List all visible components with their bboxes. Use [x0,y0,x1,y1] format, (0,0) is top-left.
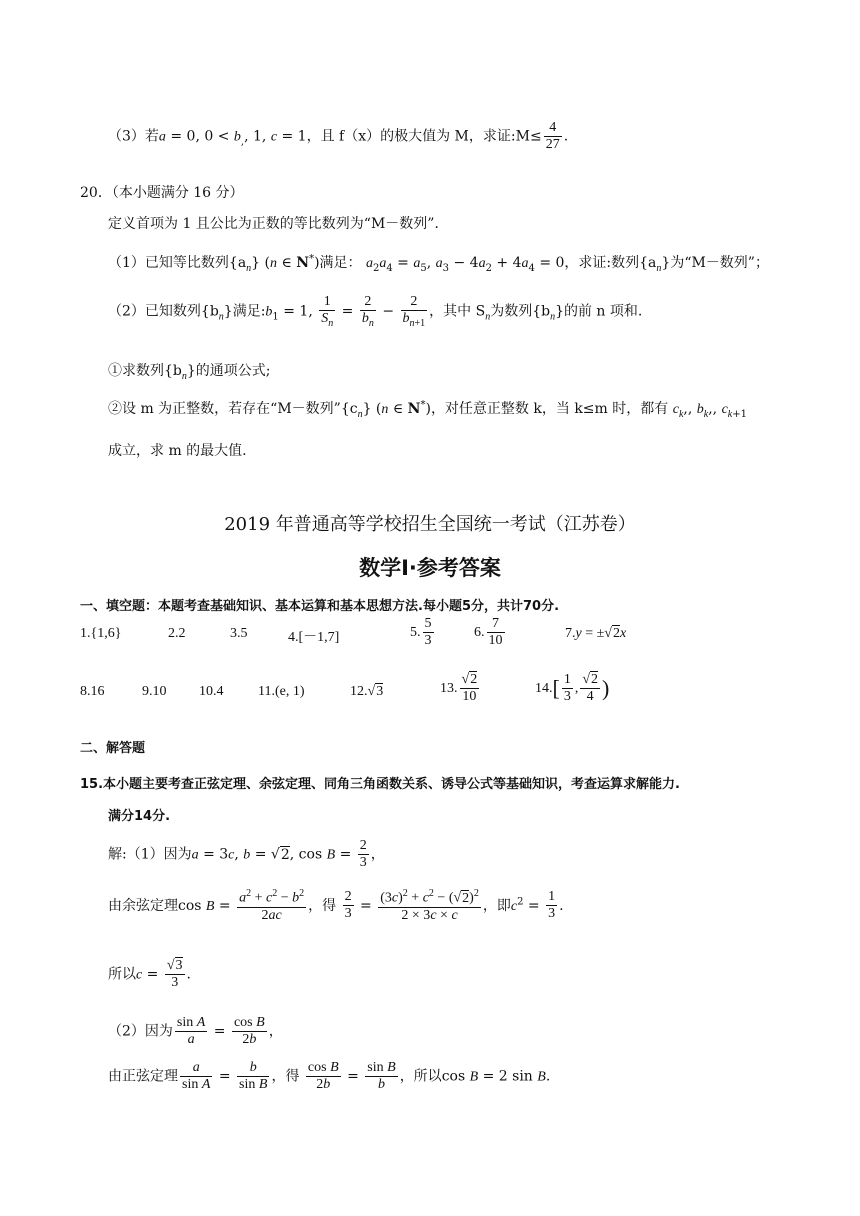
answer-12: 12.√3 [350,684,384,699]
answer-2: 2.2 [168,626,186,641]
q15-step2: 由余弦定理cos B = $\frac{a^2 + c^2 - b^2}{2ac}$ ，得 $\frac{2}{3}$ = $\frac{(3c)^2 + c^2 - (√2)^2}{2 \times 3c \times c}$ ，即$c^2$ = $\frac{1}{3}$ . [108,888,564,923]
q20-part2: （2）已知数列$\{b_n\}$满足$:b_1 = 1$, $\frac{1}{S_n}$ = $\frac{2}{b_n}$ − $\frac{2}{b_{n+1}}$ ，其中 $S_n$为数列$\{b_n\}$的前 n 项和. [108,294,643,329]
answer-9: 9.10 [142,684,167,699]
answer-8: 8.16 [80,684,105,699]
q19-part3: （3）若a = 0, $0 < b_,$, 1, c = 1，且 f（x）的极大值为 M，求证:M≤ $\frac{4}{27}$ . [108,120,569,153]
answer-13: 13. $\frac{√2}{10}$ [440,672,478,705]
exam-title: 2019 年普通高等学校招生全国统一考试（江苏卷） [224,514,636,535]
answer-1: 1.{1,6} [80,626,122,641]
section-solutions: 二、解答题 [80,741,146,756]
q20-definition: 定义首项为 1 且公比为正数的等比数列为“M－数列”． [108,216,449,232]
answer-title: 数学Ⅰ·参考答案 [359,556,501,580]
answer-10: 10.4 [199,684,224,699]
q15-step1: 解:（1）因为a = 3c, b = √2, cos B = $\frac{2}{3}$ ， [108,838,385,871]
q20-part1: （1）已知等比数列$\{a_n\}$ (n ∈ N*)满足： $a_2a_4 = a_5$, $a_3 - 4a_2 + 4a_4 = 0$，求证:数列$\{a_n\}$为“M－数列”； [108,253,769,274]
answer-7: 7.y = ±√2x [565,626,627,641]
section-fill-blank: 一、填空题：本题考查基础知识、基本运算和基本思想方法.每小题5分，共计70分. [80,599,560,614]
answer-4: 4.[－1,7] [288,630,340,645]
answer-5: 5. $\frac{5}{3}$ [410,616,432,649]
q20-sub2-cont: 成立，求 m 的最大值. [108,443,247,459]
q20-sub2: ②设 m 为正整数，若存在“M－数列$”\{c_n\}$ (n ∈ N*)，对任意正整数 k，当 k≤m 时，都有 $c_k$,, $b_k$,, $c_{k+1}$ [108,399,747,420]
answer-14: 14.[ $\frac{1}{3}$ , $\frac{√2}{4}$ ) [535,672,610,705]
answer-3: 3.5 [230,626,248,641]
q15-header: 15.本小题主要考查正弦定理、余弦定理、同角三角函数关系、诱导公式等基础知识，考查运算求解能力. [80,777,680,792]
q20-header: 20．（本小题满分 16 分） [80,185,244,201]
q20-sub1: ①求数列$\{b_n\}$的通项公式; [108,363,271,382]
q15-step3: 所以c = $\frac{√3}{3}$ . [108,958,191,991]
q15-step5: 由正弦定理 $\frac{a}{\text{sin A}}$ = $\frac{b}{\text{sin B}}$ ，得 $\frac{\text{cos B}}{2b}$ = $\frac{\text{sin B}}{b}$ ，所以cos B = 2 sin B. [108,1060,551,1093]
q15-step4: （2）因为 $\frac{\text{sin A}}{a}$ = $\frac{\text{cos B}}{2b}$ ， [108,1015,283,1048]
answer-6: 6. $\frac{7}{10}$ [474,616,503,649]
answer-11: 11.(e, 1) [258,684,305,699]
q15-score: 满分14分. [108,809,171,824]
